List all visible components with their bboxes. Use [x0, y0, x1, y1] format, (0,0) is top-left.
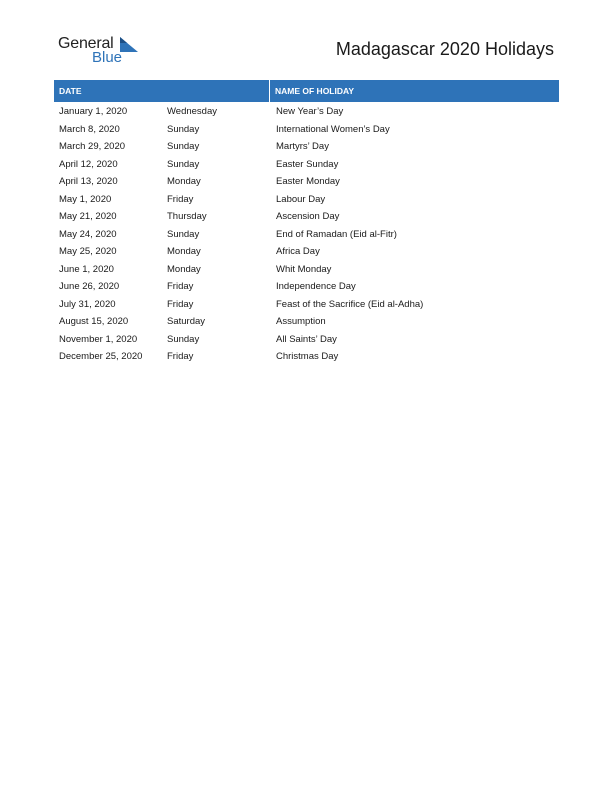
generalblue-logo	[58, 34, 148, 68]
table-row	[54, 138, 559, 156]
holiday-weekday: Friday	[167, 193, 194, 205]
holiday-weekday: Friday	[167, 298, 194, 310]
table-row	[54, 331, 559, 349]
holiday-name: Martyrs’ Day	[276, 141, 329, 153]
page-title: Madagascar 2020 Holidays	[335, 39, 554, 59]
table-row	[54, 156, 559, 174]
table-row	[54, 348, 559, 366]
holiday-name: Easter Sunday	[276, 158, 339, 170]
holiday-weekday: Sunday	[167, 333, 200, 345]
holiday-date: May 1, 2020	[59, 193, 112, 205]
table-row	[54, 103, 559, 121]
holiday-date: November 1, 2020	[59, 333, 138, 345]
logo-text-general: General	[58, 35, 114, 52]
holiday-date: June 26, 2020	[59, 281, 120, 293]
holiday-date: January 1, 2020	[59, 106, 128, 118]
holiday-name: New Year’s Day	[276, 106, 344, 118]
holiday-weekday: Sunday	[167, 141, 200, 153]
holiday-name: Independence Day	[276, 281, 356, 293]
table-header	[54, 80, 559, 102]
holiday-date: March 8, 2020	[59, 123, 120, 135]
table-row	[54, 121, 559, 139]
holiday-name: Christmas Day	[276, 351, 339, 363]
table-row	[54, 191, 559, 209]
table-row	[54, 261, 559, 279]
holiday-weekday: Friday	[167, 351, 194, 363]
holiday-name: Feast of the Sacrifice (Eid al-Adha)	[276, 298, 424, 310]
table-row	[54, 313, 559, 331]
holiday-date: July 31, 2020	[59, 298, 116, 310]
table-row	[54, 296, 559, 314]
holiday-weekday: Thursday	[167, 211, 207, 223]
table-body	[54, 102, 559, 366]
holiday-weekday: Wednesday	[167, 106, 217, 118]
holiday-date: March 29, 2020	[59, 141, 126, 153]
holiday-date: April 13, 2020	[59, 176, 118, 188]
holiday-name: Labour Day	[276, 193, 326, 205]
holiday-weekday: Friday	[167, 281, 194, 293]
holiday-weekday: Monday	[167, 263, 201, 275]
holiday-name: All Saints’ Day	[276, 333, 337, 345]
table-row	[54, 243, 559, 261]
holiday-weekday: Monday	[167, 246, 201, 258]
holiday-date: August 15, 2020	[59, 316, 129, 328]
table-row	[54, 173, 559, 191]
holiday-date: April 12, 2020	[59, 158, 118, 170]
table-row	[54, 278, 559, 296]
holiday-date: May 24, 2020	[59, 228, 117, 240]
table-row	[54, 208, 559, 226]
holiday-weekday: Sunday	[167, 228, 200, 240]
table-row	[54, 226, 559, 244]
holiday-name: Africa Day	[276, 246, 320, 258]
holiday-date: May 21, 2020	[59, 211, 117, 223]
holiday-date: December 25, 2020	[59, 351, 143, 363]
column-header-date: DATE	[54, 80, 270, 102]
holiday-date: May 25, 2020	[59, 246, 117, 258]
holiday-name: Easter Monday	[276, 176, 340, 188]
holiday-name: Ascension Day	[276, 211, 340, 223]
holiday-weekday: Saturday	[167, 316, 206, 328]
logo-text-blue: Blue	[92, 49, 123, 66]
holiday-table	[54, 80, 559, 366]
holiday-name: End of Ramadan (Eid al-Fitr)	[276, 228, 397, 240]
holiday-weekday: Monday	[167, 176, 201, 188]
holiday-date: June 1, 2020	[59, 263, 114, 275]
holiday-name: Whit Monday	[276, 263, 332, 275]
holiday-name: Assumption	[276, 316, 326, 328]
holiday-name: International Women’s Day	[276, 123, 390, 135]
holiday-weekday: Sunday	[167, 123, 200, 135]
column-header-name: NAME OF HOLIDAY	[275, 86, 355, 96]
holiday-weekday: Sunday	[167, 158, 200, 170]
